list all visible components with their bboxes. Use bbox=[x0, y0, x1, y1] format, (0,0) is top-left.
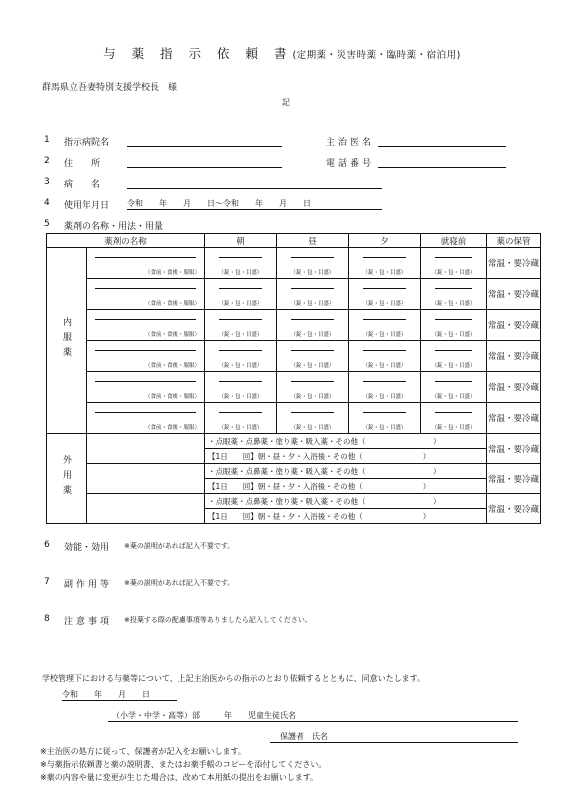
item-3-num: 3 bbox=[44, 177, 50, 187]
note-2: ※与薬指示依頼書と薬の説明書、またはお薬手帳のコピーを添付してください。 bbox=[40, 760, 327, 769]
dose-note: （錠・包・目盛） bbox=[431, 332, 476, 338]
header-bedtime: 就寝前 bbox=[421, 234, 487, 248]
drug-name-cell[interactable] bbox=[87, 403, 205, 434]
disease-field[interactable] bbox=[127, 188, 382, 189]
item-4-num: 4 bbox=[44, 198, 50, 208]
dose-note: （錠・包・目盛） bbox=[290, 332, 335, 338]
internal-label-cell bbox=[47, 248, 87, 434]
guardian-underline bbox=[270, 742, 518, 743]
phone-label: 電話番号 bbox=[326, 159, 375, 169]
dose-cell[interactable] bbox=[277, 279, 349, 310]
item-6-num: 6 bbox=[44, 540, 50, 550]
header-evening: 夕 bbox=[349, 234, 421, 248]
storage-cell[interactable]: 常温・要冷蔵 bbox=[487, 341, 541, 372]
dose-note: （錠・包・目盛） bbox=[362, 332, 407, 338]
dose-cell[interactable] bbox=[205, 279, 277, 310]
hospital-field[interactable] bbox=[127, 146, 282, 147]
dose-note: （錠・包・目盛） bbox=[431, 425, 476, 431]
dose-note: （錠・包・目盛） bbox=[218, 394, 263, 400]
external-label-cell bbox=[47, 434, 87, 524]
dose-note: （錠・包・目盛） bbox=[362, 270, 407, 276]
effect-note: ※薬の説明があれば記入不要です。 bbox=[124, 542, 235, 550]
item-5-num: 5 bbox=[44, 219, 50, 229]
dose-note: （錠・包・目盛） bbox=[431, 363, 476, 369]
storage-cell[interactable]: 常温・要冷蔵 bbox=[487, 372, 541, 403]
timing-note: （食前・食後・服服） bbox=[144, 270, 200, 276]
ext-usage-line[interactable]: 【1日 回】朝・昼・夕・入浴後・その他（ ） bbox=[205, 509, 487, 524]
timing-note: （食前・食後・服服） bbox=[144, 363, 200, 369]
dose-note: （錠・包・目盛） bbox=[431, 394, 476, 400]
drug-name-cell[interactable] bbox=[87, 248, 205, 279]
item-2-num: 2 bbox=[44, 156, 50, 166]
caution-label: 注意事項 bbox=[64, 617, 113, 627]
dose-note: （錠・包・目盛） bbox=[431, 270, 476, 276]
student-underline bbox=[108, 721, 518, 722]
caution-note: ※投薬する際の配慮事項等ありましたら記入してください。 bbox=[124, 616, 312, 624]
doctor-label: 主治医名 bbox=[326, 138, 375, 148]
consent-text: 学校管理下における与薬等について、上記主治医からの指示のとおり依頼するとともに、同意いたします。 bbox=[42, 674, 426, 683]
dose-cell[interactable] bbox=[349, 248, 421, 279]
side-effect-label: 副作用等 bbox=[64, 580, 113, 590]
ext-type-line[interactable]: ・点眼薬・点鼻薬・塗り薬・吸入薬・その他（ ） bbox=[205, 434, 487, 449]
dose-note: （錠・包・目盛） bbox=[290, 363, 335, 369]
table-row bbox=[47, 310, 541, 341]
period-underline bbox=[127, 209, 382, 210]
drug-name-cell[interactable] bbox=[87, 310, 205, 341]
dose-cell[interactable] bbox=[349, 279, 421, 310]
ext-usage-line[interactable]: 【1日 回】朝・昼・夕・入浴後・その他（ ） bbox=[205, 449, 487, 464]
effect-label: 効能・効用 bbox=[64, 543, 110, 553]
timing-note: （食前・食後・服服） bbox=[144, 301, 200, 307]
header-storage: 薬の保管 bbox=[487, 234, 541, 248]
item-1-num: 1 bbox=[44, 135, 50, 145]
table-row bbox=[47, 494, 541, 509]
timing-note: （食前・食後・服服） bbox=[144, 394, 200, 400]
external-label: 外用薬 bbox=[61, 454, 71, 500]
note-3: ※薬の内容や量に変更が生じた場合は、改めて本用紙の提出をお願いします。 bbox=[40, 773, 319, 782]
dose-cell[interactable] bbox=[277, 341, 349, 372]
storage-cell[interactable]: 常温・要冷蔵 bbox=[487, 464, 541, 494]
storage-cell[interactable]: 常温・要冷蔵 bbox=[487, 279, 541, 310]
dose-cell[interactable] bbox=[421, 248, 487, 279]
note-1: ※主治医の処方に従って、保護者が記入をお願いします。 bbox=[40, 747, 246, 756]
dose-cell[interactable] bbox=[421, 403, 487, 434]
dose-note: （錠・包・目盛） bbox=[218, 332, 263, 338]
phone-field[interactable] bbox=[378, 167, 506, 168]
table-row bbox=[47, 464, 541, 479]
ki-label: 記 bbox=[282, 98, 290, 107]
table-row bbox=[47, 372, 541, 403]
table-row bbox=[47, 248, 541, 279]
title-sub: (定期薬・災害時薬・臨時薬・宿泊用) bbox=[292, 50, 461, 61]
storage-cell[interactable]: 常温・要冷蔵 bbox=[487, 248, 541, 279]
date-underline bbox=[62, 700, 177, 701]
storage-cell[interactable]: 常温・要冷蔵 bbox=[487, 434, 541, 464]
prescription-table bbox=[46, 233, 541, 524]
drug-name-cell[interactable] bbox=[87, 341, 205, 372]
dose-cell[interactable] bbox=[205, 403, 277, 434]
dose-note: （錠・包・目盛） bbox=[290, 425, 335, 431]
internal-label: 内服薬 bbox=[61, 316, 71, 362]
dose-note: （錠・包・目盛） bbox=[431, 301, 476, 307]
item-8-num: 8 bbox=[44, 614, 50, 624]
timing-note: （食前・食後・服服） bbox=[144, 425, 200, 431]
period-label: 使用年月日 bbox=[64, 201, 110, 211]
ext-type-line[interactable]: ・点眼薬・点鼻薬・塗り薬・吸入薬・その他（ ） bbox=[205, 494, 487, 509]
dose-cell[interactable] bbox=[277, 310, 349, 341]
dose-note: （錠・包・目盛） bbox=[290, 394, 335, 400]
header-morning: 朝 bbox=[205, 234, 277, 248]
dose-cell[interactable] bbox=[205, 372, 277, 403]
guardian-line[interactable]: 保護者 氏名 bbox=[280, 732, 328, 741]
document-title bbox=[0, 44, 564, 62]
table-row bbox=[47, 341, 541, 372]
drug-name-cell[interactable] bbox=[87, 279, 205, 310]
storage-cell[interactable]: 常温・要冷蔵 bbox=[487, 403, 541, 434]
disease-label: 病 名 bbox=[64, 180, 101, 190]
ext-type-line[interactable]: ・点眼薬・点鼻薬・塗り薬・吸入薬・その他（ ） bbox=[205, 464, 487, 479]
dose-note: （錠・包・目盛） bbox=[218, 363, 263, 369]
dose-note: （錠・包・目盛） bbox=[362, 301, 407, 307]
ext-drug-name-cell[interactable] bbox=[87, 494, 205, 524]
table-header-row bbox=[47, 234, 541, 248]
dose-note: （錠・包・目盛） bbox=[362, 425, 407, 431]
consent-date[interactable]: 令和 年 月 日 bbox=[62, 690, 150, 699]
student-line[interactable]: （小学・中学・高等）部 年 児童生徒氏名 bbox=[112, 711, 296, 720]
dose-note: （錠・包・目盛） bbox=[218, 425, 263, 431]
dose-note: （錠・包・目盛） bbox=[290, 270, 335, 276]
title-main: 与 薬 指 示 依 頼 書 bbox=[103, 46, 293, 61]
address-label: 住 所 bbox=[64, 159, 101, 169]
table-row bbox=[47, 403, 541, 434]
timing-note: （食前・食後・服服） bbox=[144, 332, 200, 338]
dose-note: （錠・包・目盛） bbox=[290, 301, 335, 307]
dose-cell[interactable] bbox=[421, 341, 487, 372]
dose-cell[interactable] bbox=[349, 403, 421, 434]
item-7-num: 7 bbox=[44, 577, 50, 587]
ext-usage-line[interactable]: 【1日 回】朝・昼・夕・入浴後・その他（ ） bbox=[205, 479, 487, 494]
dose-cell[interactable] bbox=[205, 248, 277, 279]
ext-drug-name-cell[interactable] bbox=[87, 464, 205, 494]
hospital-label: 指示病院名 bbox=[64, 138, 110, 148]
dose-note: （錠・包・目盛） bbox=[218, 301, 263, 307]
address-field[interactable] bbox=[127, 167, 282, 168]
dose-cell[interactable] bbox=[349, 310, 421, 341]
drug-name-cell[interactable] bbox=[87, 372, 205, 403]
dose-cell[interactable] bbox=[205, 310, 277, 341]
dose-cell[interactable] bbox=[349, 341, 421, 372]
dose-cell[interactable] bbox=[421, 310, 487, 341]
dose-cell[interactable] bbox=[277, 372, 349, 403]
header-drug-name: 薬剤の名称 bbox=[47, 234, 205, 248]
dose-cell[interactable] bbox=[349, 372, 421, 403]
table-row bbox=[47, 434, 541, 449]
dose-cell[interactable] bbox=[421, 372, 487, 403]
dose-cell[interactable] bbox=[277, 403, 349, 434]
dose-cell[interactable] bbox=[421, 279, 487, 310]
dose-note: （錠・包・目盛） bbox=[362, 363, 407, 369]
dose-note: （錠・包・目盛） bbox=[218, 270, 263, 276]
storage-cell[interactable]: 常温・要冷蔵 bbox=[487, 494, 541, 524]
table-row bbox=[47, 279, 541, 310]
side-effect-note: ※薬の説明があれば記入不要です。 bbox=[124, 579, 235, 587]
dose-note: （錠・包・目盛） bbox=[362, 394, 407, 400]
addressee: 群馬県立吾妻特別支援学校長 様 bbox=[42, 83, 178, 93]
storage-cell[interactable]: 常温・要冷蔵 bbox=[487, 310, 541, 341]
header-noon: 昼 bbox=[277, 234, 349, 248]
ext-drug-name-cell[interactable] bbox=[87, 434, 205, 464]
dose-cell[interactable] bbox=[277, 248, 349, 279]
drug-label: 薬剤の名称・用法・用量 bbox=[64, 222, 164, 232]
period-value[interactable]: 令和 年 月 日～令和 年 月 日 bbox=[127, 199, 311, 208]
dose-cell[interactable] bbox=[205, 341, 277, 372]
doctor-field[interactable] bbox=[378, 146, 506, 147]
